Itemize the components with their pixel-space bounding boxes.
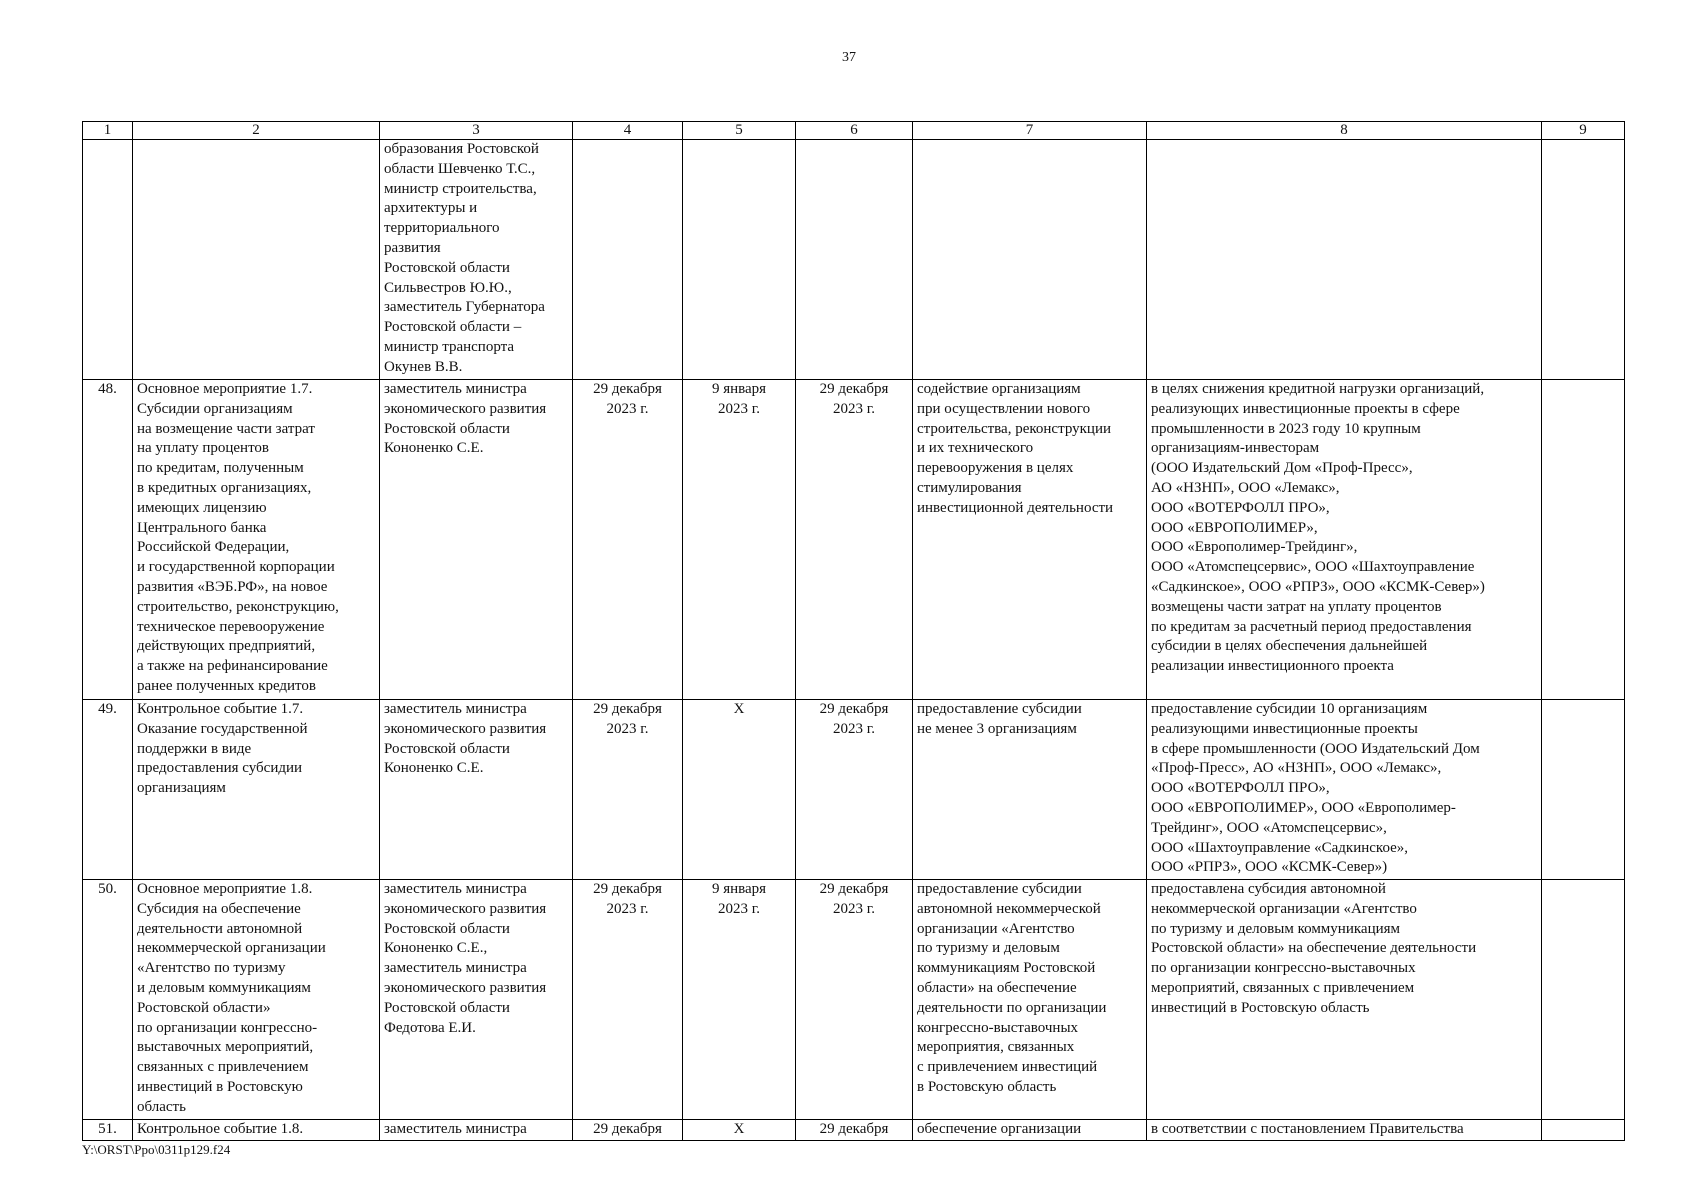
- column-header-7: 7: [913, 122, 1147, 140]
- column-header-9: 9: [1542, 122, 1625, 140]
- date-cell: 29 декабря 2023 г.: [796, 700, 913, 880]
- page-number: 37: [842, 50, 856, 65]
- expected-result-cell: обеспечение организации: [913, 1120, 1147, 1141]
- column-header-1: 1: [83, 122, 133, 140]
- date-cell: 9 января 2023 г.: [683, 380, 796, 700]
- responsible-cell: образования Ростовской области Шевченко Т.С., министр строительства, архитектуры и территориального развития Ростовской области Сильвестров Ю.Ю., заместитель Губернатора Ростовской области – министр транспорта Окунев В.В.: [380, 140, 573, 380]
- event-name-cell: [133, 140, 380, 380]
- column-header-3: 3: [380, 122, 573, 140]
- actual-result-cell: в соответствии с постановлением Правительства: [1147, 1120, 1542, 1141]
- actual-result-cell: в целях снижения кредитной нагрузки организаций, реализующих инвестиционные проекты в сфере промышленности в 2023 году 10 крупным организациям-инвесторам (ООО Издательский Дом «Проф-Пресс», АО «НЗНП», ООО «Лемакс», ООО «ВОТЕРФОЛЛ ПРО», ООО «ЕВРОПОЛИМЕР», ООО «Европолимер-Трейдинг», ООО «Атомспецсервис», ООО «Шахтоуправление «Садкинское», ООО «РПРЗ», ООО «КСМК-Север») возмещены части затрат на уплату процентов по кредитам за расчетный период предоставления субсидии в целях обеспечения дальнейшей реализации инвестиционного проекта: [1147, 380, 1542, 700]
- actual-result-cell: [1147, 140, 1542, 380]
- row-number-cell: 51.: [83, 1120, 133, 1141]
- date-cell: [796, 140, 913, 380]
- row-number-cell: 50.: [83, 880, 133, 1120]
- column-header-2: 2: [133, 122, 380, 140]
- expected-result-cell: содействие организациям при осуществлении нового строительства, реконструкции и их технического перевооружения в целях стимулирования инвестиционной деятельности: [913, 380, 1147, 700]
- responsible-cell: заместитель министра экономического развития Ростовской области Кононенко С.Е.: [380, 380, 573, 700]
- date-cell: 29 декабря: [796, 1120, 913, 1141]
- date-cell: Х: [683, 1120, 796, 1141]
- table-row: [83, 1120, 1625, 1141]
- table-row: [83, 380, 1625, 700]
- date-cell: Х: [683, 700, 796, 880]
- event-name-cell: Контрольное событие 1.8.: [133, 1120, 380, 1141]
- row-number-cell: [83, 140, 133, 380]
- date-cell: 29 декабря 2023 г.: [796, 880, 913, 1120]
- date-cell: [573, 140, 683, 380]
- row-number-cell: 48.: [83, 380, 133, 700]
- table-row: [83, 700, 1625, 880]
- date-cell: 29 декабря: [573, 1120, 683, 1141]
- actual-result-cell: предоставлена субсидия автономной некоммерческой организации «Агентство по туризму и деловым коммуникациям Ростовской области» на обеспечение деятельности по организации конгрессно-выставочных мероприятий, связанных с привлечением инвестиций в Ростовскую область: [1147, 880, 1542, 1120]
- date-cell: 29 декабря 2023 г.: [573, 380, 683, 700]
- date-cell: [683, 140, 796, 380]
- responsible-cell: заместитель министра экономического развития Ростовской области Кононенко С.Е., заместитель министра экономического развития Ростовской области Федотова Е.И.: [380, 880, 573, 1120]
- responsible-cell: заместитель министра экономического развития Ростовской области Кононенко С.Е.: [380, 700, 573, 880]
- event-name-cell: Основное мероприятие 1.7. Субсидии организациям на возмещение части затрат на уплату процентов по кредитам, полученным в кредитных организациях, имеющих лицензию Центрального банка Российской Федерации, и государственной корпорации развития «ВЭБ.РФ», на новое строительство, реконструкцию, техническое перевооружение действующих предприятий, а также на рефинансирование ранее полученных кредитов: [133, 380, 380, 700]
- expected-result-cell: предоставление субсидии не менее 3 организациям: [913, 700, 1147, 880]
- expected-result-cell: [913, 140, 1147, 380]
- footer-file-path: Y:\ORST\Ppo\0311p129.f24: [82, 1142, 231, 1157]
- responsible-cell: заместитель министра: [380, 1120, 573, 1141]
- notes-cell: [1542, 140, 1625, 380]
- row-number-cell: 49.: [83, 700, 133, 880]
- actual-result-cell: предоставление субсидии 10 организациям реализующими инвестиционные проекты в сфере промышленности (ООО Издательский Дом «Проф-Пресс», АО «НЗНП», ООО «Лемакс», ООО «ВОТЕРФОЛЛ ПРО», ООО «ЕВРОПОЛИМЕР», ООО «Европолимер- Трейдинг», ООО «Атомспецсервис», ООО «Шахтоуправление «Садкинское», ООО «РПРЗ», ООО «КСМК-Север»): [1147, 700, 1542, 880]
- date-cell: 29 декабря 2023 г.: [573, 880, 683, 1120]
- table-row: [83, 880, 1625, 1120]
- expected-result-cell: предоставление субсидии автономной некоммерческой организации «Агентство по туризму и деловым коммуникациям Ростовской области» на обеспечение деятельности по организации конгрессно-выставочных мероприятия, связанных с привлечением инвестиций в Ростовскую область: [913, 880, 1147, 1120]
- notes-cell: [1542, 1120, 1625, 1141]
- notes-cell: [1542, 880, 1625, 1120]
- notes-cell: [1542, 380, 1625, 700]
- date-cell: 9 января 2023 г.: [683, 880, 796, 1120]
- column-header-6: 6: [796, 122, 913, 140]
- notes-cell: [1542, 700, 1625, 880]
- event-name-cell: Основное мероприятие 1.8. Субсидия на обеспечение деятельности автономной некоммерческой организации «Агентство по туризму и деловым коммуникациям Ростовской области» по организации конгрессно- выставочных мероприятий, связанных с привлечением инвестиций в Ростовскую область: [133, 880, 380, 1120]
- date-cell: 29 декабря 2023 г.: [796, 380, 913, 700]
- document-table: [82, 121, 1625, 1141]
- column-header-8: 8: [1147, 122, 1542, 140]
- event-name-cell: Контрольное событие 1.7. Оказание государственной поддержки в виде предоставления субсидии организациям: [133, 700, 380, 880]
- column-header-row: [83, 122, 1625, 140]
- date-cell: 29 декабря 2023 г.: [573, 700, 683, 880]
- column-header-5: 5: [683, 122, 796, 140]
- column-header-4: 4: [573, 122, 683, 140]
- table-row: [83, 140, 1625, 380]
